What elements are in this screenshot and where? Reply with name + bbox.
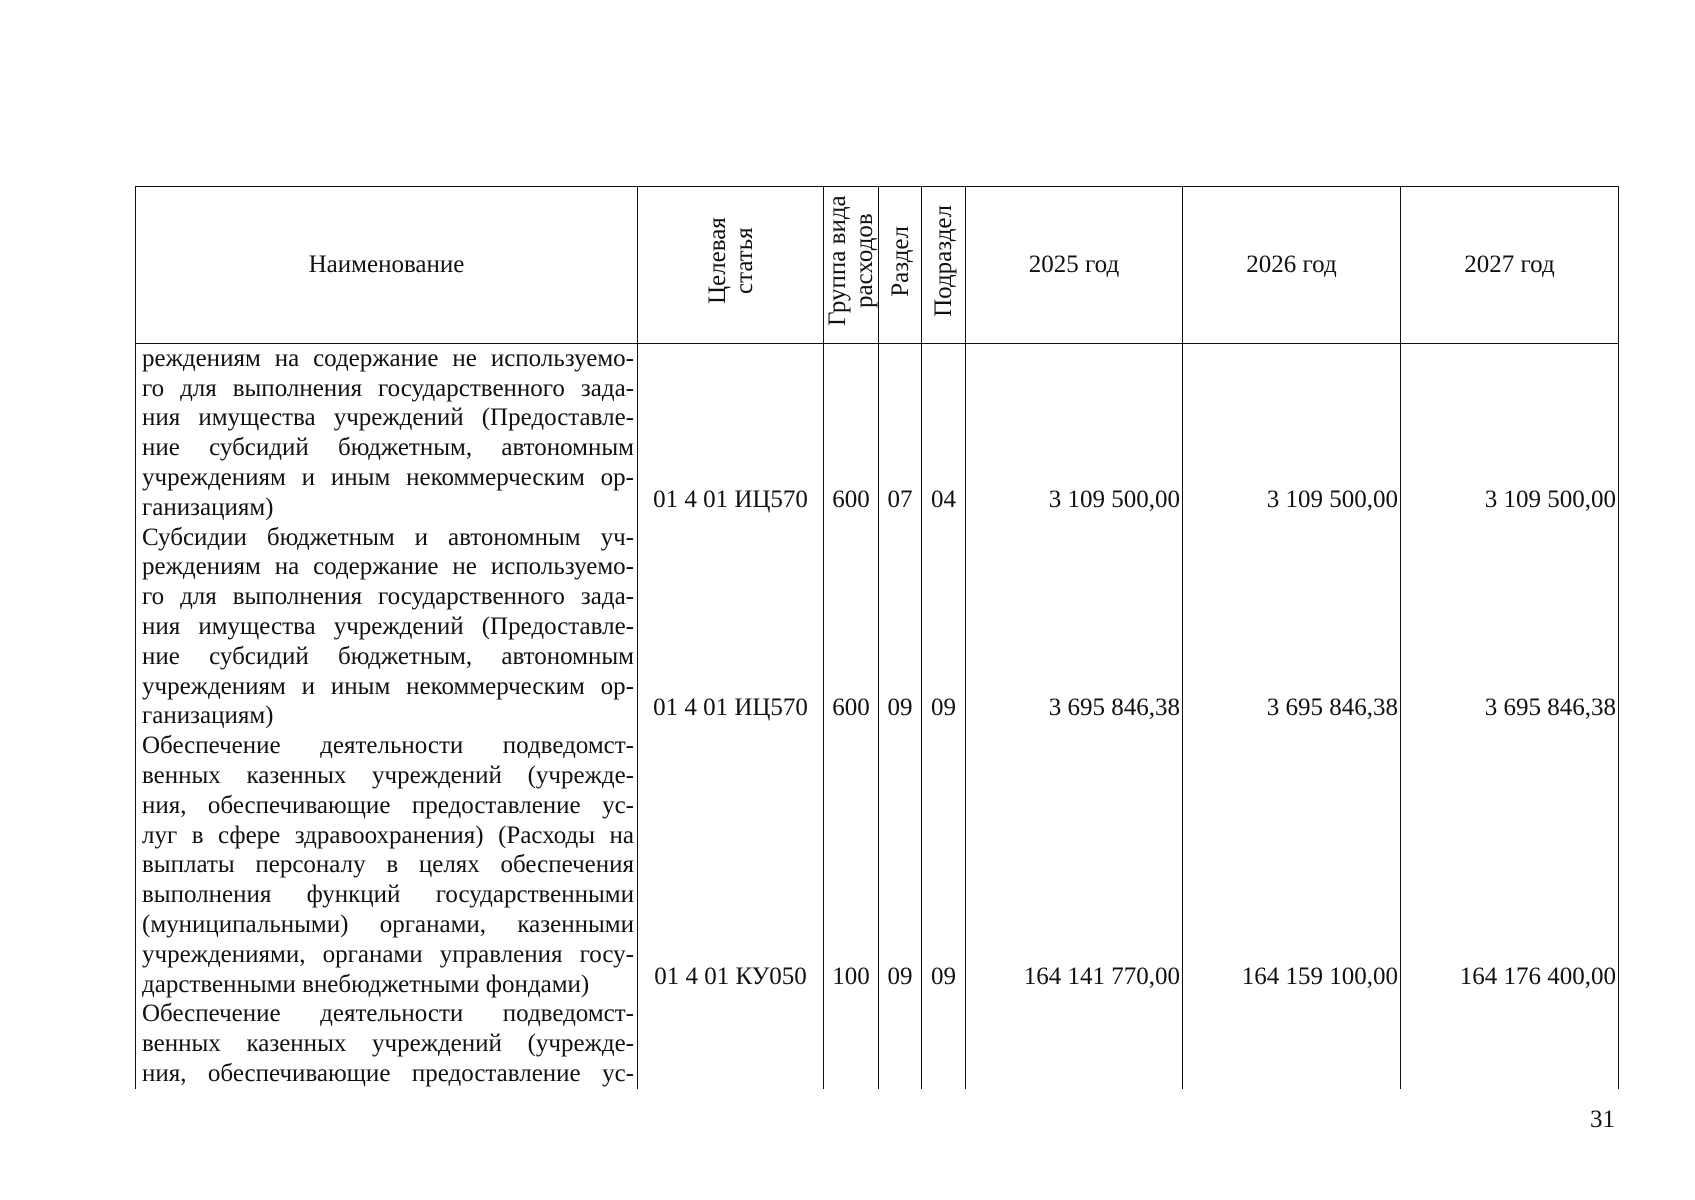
name-line: реждениям на содержание не используемо- — [142, 553, 634, 581]
name-line: учреждениям и иным некоммерческим ор- — [142, 672, 634, 700]
header-target-article-text: Целевая статья — [703, 217, 758, 305]
row-target-article: 01 4 01 ИЦ570 — [638, 523, 824, 732]
header-target-article — [638, 187, 824, 344]
name-line: Обеспечение деятельности подведомст- — [142, 732, 634, 760]
name-line: дарственными внебюджетными фондами) — [142, 970, 590, 998]
header-subsection-text: Подраздел — [930, 205, 957, 317]
row-subsection: 09 — [922, 731, 966, 999]
name-line: (муниципальными) органами, казенными — [142, 910, 634, 938]
row-value-2026 — [1183, 999, 1401, 1088]
row-section: 09 — [879, 523, 922, 732]
name-line: выплаты персоналу в целях обеспечения — [142, 851, 634, 879]
name-line: го для выполнения государственного зада- — [142, 583, 634, 611]
row-value-2025: 3 695 846,38 — [966, 523, 1183, 732]
row-target-article — [638, 999, 824, 1088]
name-line: ния имущества учреждений (Предоставле- — [142, 612, 634, 640]
row-expense-group: 600 — [824, 343, 879, 522]
name-line: ние субсидий бюджетным, автономным — [142, 642, 634, 670]
table-row — [136, 523, 1619, 732]
row-value-2025: 164 141 770,00 — [966, 731, 1183, 999]
row-name — [136, 523, 638, 732]
row-subsection: 09 — [922, 523, 966, 732]
name-line: го для выполнения государственного зада- — [142, 374, 634, 402]
header-year-2026: 2026 год — [1183, 187, 1401, 344]
name-line: венных казенных учреждений (учрежде- — [142, 1030, 634, 1058]
row-value-2025 — [966, 999, 1183, 1088]
row-expense-group — [824, 999, 879, 1088]
header-expense-group — [824, 187, 879, 344]
name-line: ния, обеспечивающие предоставление ус- — [142, 791, 634, 819]
row-section: 07 — [879, 343, 922, 522]
table-row — [136, 731, 1619, 999]
row-expense-group: 600 — [824, 523, 879, 732]
budget-table — [135, 186, 1619, 1089]
name-line: ние субсидий бюджетным, автономным — [142, 434, 634, 462]
name-line: ния, обеспечивающие предоставление ус- — [142, 1059, 634, 1087]
header-section-text: Раздел — [886, 225, 914, 297]
row-value-2025: 3 109 500,00 — [966, 343, 1183, 522]
header-year-2025: 2025 год — [966, 187, 1183, 344]
name-line: учреждениями, органами управления госу- — [142, 940, 634, 968]
table-row-continuation — [136, 999, 1619, 1088]
header-expense-group-text: Группа вида расходов — [824, 195, 878, 327]
table-row — [136, 343, 1619, 522]
name-line: реждениям на содержание не используемо- — [142, 344, 634, 372]
header-section — [879, 187, 922, 344]
name-line: ганизациям) — [142, 493, 274, 521]
row-target-article: 01 4 01 ИЦ570 — [638, 343, 824, 522]
row-subsection: 04 — [922, 343, 966, 522]
name-line: ганизациям) — [142, 702, 274, 730]
name-line: учреждениям и иным некоммерческим ор- — [142, 463, 634, 491]
name-line: венных казенных учреждений (учрежде- — [142, 761, 634, 789]
row-value-2026: 3 695 846,38 — [1183, 523, 1401, 732]
header-subsection — [922, 187, 966, 344]
row-section: 09 — [879, 731, 922, 999]
row-value-2027 — [1401, 999, 1619, 1088]
row-subsection — [922, 999, 966, 1088]
row-expense-group: 100 — [824, 731, 879, 999]
row-name — [136, 343, 638, 522]
header-name: Наименование — [136, 187, 638, 344]
page-number: 31 — [1590, 1106, 1615, 1133]
row-value-2027: 3 109 500,00 — [1401, 343, 1619, 522]
header-year-2027: 2027 год — [1401, 187, 1619, 344]
name-line: выполнения функций государственными — [142, 881, 634, 909]
row-target-article: 01 4 01 КУ050 — [638, 731, 824, 999]
row-value-2027: 3 695 846,38 — [1401, 523, 1619, 732]
name-line: ния имущества учреждений (Предоставле- — [142, 404, 634, 432]
name-line: луг в сфере здравоохранения) (Расходы на — [142, 821, 634, 849]
row-value-2026: 164 159 100,00 — [1183, 731, 1401, 999]
table-header-row — [136, 187, 1619, 344]
row-section — [879, 999, 922, 1088]
row-value-2026: 3 109 500,00 — [1183, 343, 1401, 522]
name-line: Обеспечение деятельности подведомст- — [142, 1000, 634, 1028]
row-name — [136, 731, 638, 999]
name-line: Субсидии бюджетным и автономным уч- — [142, 523, 634, 551]
row-name — [136, 999, 638, 1088]
row-value-2027: 164 176 400,00 — [1401, 731, 1619, 999]
